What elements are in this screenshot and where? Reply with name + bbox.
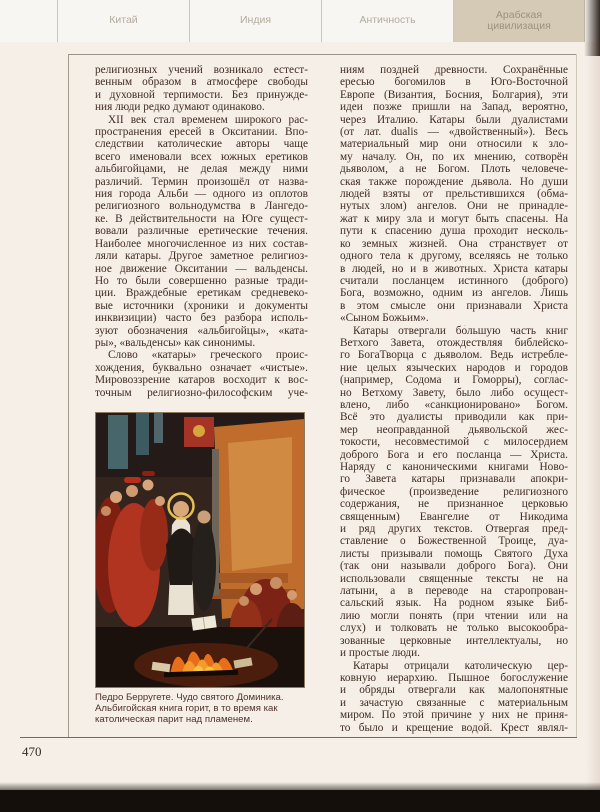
- text-line: Катары отрицали католическую цер-: [353, 659, 568, 672]
- text-line: людей взяты от прельстившихся (обма-: [340, 188, 568, 201]
- text-line: Бога, возможно, одним из ангелов. Лишь: [340, 287, 568, 300]
- scan-shadow-right-edge: [586, 56, 600, 792]
- text-line: различий. Термин произошёл от назва-: [95, 175, 308, 188]
- text-line: использовали священные тексты не на: [340, 572, 568, 585]
- text-line: альбигойцами, не делая между ними: [95, 163, 308, 176]
- scan-black-bottom-bar: [0, 790, 600, 812]
- text-line: ляли катары. Другое заметное религиоз-: [95, 250, 308, 263]
- caption-line: Педро Берругете. Чудо святого Доминика.: [95, 692, 284, 703]
- text-line: ции. Враждебные еретикам средневеко-: [95, 287, 308, 300]
- text-line: листы призывали помощь Святого Духа: [340, 547, 568, 560]
- text-line: священным) Евангелие от Никодима: [340, 510, 568, 523]
- text-line: Наиболее многочисленное из них состав-: [95, 237, 308, 250]
- text-line: Всё это дуалисты приводили как при-: [340, 411, 568, 424]
- frame-rule-top: [68, 54, 576, 55]
- text-line: жат к миру зла и могут быть спасены. На: [340, 212, 568, 225]
- tab-3[interactable]: Античность: [321, 0, 453, 42]
- text-line: в людей, но и в животных. Христа катары: [340, 262, 568, 275]
- text-line: венным образом в атмосфере свободы: [95, 76, 308, 89]
- page-number: 470: [22, 744, 42, 759]
- text-line: мер неоправданной дьявольской жес-: [340, 423, 568, 436]
- text-line: ересью богомилов в Юго-Восточной: [340, 76, 568, 89]
- text-line: Наряду с каноническими книгами Ново-: [340, 461, 568, 473]
- text-line: пути к спасению душа проходит несколь-: [340, 225, 568, 238]
- text-line: ры», «вальденсы» как синонимы.: [95, 336, 256, 349]
- caption-line: Альбигойская книга горит, в то время как: [95, 703, 278, 715]
- caption-line: католическая парит над пламенем.: [95, 714, 253, 726]
- text-line: одного тела к другому, вселяясь не только: [340, 250, 568, 263]
- text-line: пространения ересей в Окситании. Впо-: [95, 126, 308, 139]
- text-line: содержания, не признанное церковью: [340, 498, 568, 511]
- text-column-left: [95, 64, 308, 399]
- text-line: религиозных учений возникало естест-: [95, 64, 308, 76]
- text-line: доброго Бога и его посланца — Христа.: [340, 448, 568, 461]
- scan-shadow-top-right: [584, 0, 600, 56]
- text-line: Европе (Византия, Босния, Болгария), эти: [340, 88, 568, 101]
- text-line: но Ветхому Завету, было либо осущест-: [340, 386, 568, 399]
- text-line: ниям поздней древности. Сохранённые: [340, 64, 568, 76]
- text-line: дьяволом, а не Богом. Плоть человече-: [340, 163, 568, 176]
- text-line: влено, либо «санкционировано» Богом.: [340, 398, 568, 411]
- text-line: нутых злом) ангелов. Они не принадле-: [340, 200, 568, 213]
- text-line: и ряд других текстов. Отвергая пред-: [340, 523, 568, 536]
- text-line: следствии католические авторы чаще: [95, 138, 308, 151]
- text-line: считали посланцем истинного (доброго): [340, 274, 568, 287]
- text-line: зуют обозначения «альбигойцы», «ката-: [95, 324, 308, 337]
- text-line: му началу. Он, по их мнению, сотворён: [340, 150, 568, 163]
- chapter-tabs: [0, 0, 600, 42]
- text-line: ния города Альби — одного из оплотов: [95, 188, 308, 201]
- text-line: сальский язык. На родном языке Биб-: [340, 597, 568, 610]
- text-line: Слово «катары» греческого проис-: [108, 349, 308, 362]
- text-line: «Сыном Божьим».: [340, 312, 429, 325]
- text-line: ное движение Окситании — вальденсы.: [95, 262, 308, 275]
- text-line: ко земных жизней. Она странствует от: [340, 237, 568, 250]
- scan-shadow-bottom: [0, 782, 600, 790]
- text-line: ковную иерархию. Пышное богослужение: [340, 671, 568, 684]
- text-line: религиозного вольнодумства в Лангедо-: [95, 200, 308, 213]
- text-line: Мировоззрение катаров восходит к вос-: [95, 374, 308, 387]
- text-line: Катары отвергали бо́льшую часть книг: [353, 324, 568, 337]
- text-line: Ветхого Завета, отождествляя библейско-: [340, 336, 568, 349]
- figure-caption: [95, 692, 313, 726]
- text-line: латыни, а в переводе на старопрован-: [340, 585, 568, 598]
- frame-rule-bottom: [20, 737, 577, 738]
- text-line: в этом смысле они признавали Христа: [340, 299, 568, 312]
- painting-miracle-of-st-dominic: [95, 412, 305, 688]
- text-line: го Завета катары признавали апокри-: [340, 473, 568, 486]
- frame-rule-right: [576, 54, 577, 737]
- text-line: вовали различные еретические течения.: [95, 225, 308, 238]
- text-line: точным религиозно-философским уче-: [95, 386, 308, 399]
- text-line: токости, несовместимой с милосердием: [340, 436, 568, 449]
- text-line: миром. По этой причине у них не приня-: [340, 709, 568, 722]
- painting-illustration: [96, 413, 304, 687]
- text-line: и простые люди.: [340, 647, 420, 660]
- text-line: ке. В действительности на Юге сущест-: [95, 212, 308, 225]
- tab-1[interactable]: Китай: [57, 0, 189, 42]
- text-line: через Италию. Катары были дуалистами: [340, 113, 568, 126]
- text-line: ние целых языческих народов и городов: [340, 361, 568, 374]
- text-line: XII век стал временем широкого рас-: [108, 113, 308, 126]
- text-line: го БогаТворца с дьяволом. Ведь истребле-: [340, 349, 568, 362]
- text-line: лию могли понять (при чтении или на: [340, 609, 568, 622]
- text-line: зованные церковные интеллектуалы, но: [340, 634, 568, 647]
- text-line: и обряды отвергали как малопонятные: [340, 684, 568, 697]
- text-line: и зачастую связанные с материальным: [340, 696, 568, 709]
- text-line: (например, Содома и Гоморры), соглас-: [340, 374, 568, 387]
- text-line: то было и крещение водой. Крест являл-: [340, 721, 568, 734]
- tab-4[interactable]: Арабская цивилизация: [453, 0, 585, 42]
- text-line: (так они называли доброго Бога). Они: [340, 560, 568, 573]
- text-column-right: [340, 64, 568, 734]
- tab-2[interactable]: Индия: [189, 0, 321, 42]
- text-line: (от лат. dualis — «двойственный»). Весь: [340, 126, 568, 139]
- text-line: вые источники (хроники и документы: [95, 299, 308, 312]
- text-line: материальный мир они относили к зло-: [340, 138, 568, 151]
- text-line: ставление о Божественной Троице, дуа-: [340, 535, 568, 548]
- text-line: инквизиции) часто без разбора исполь-: [95, 312, 308, 325]
- text-line: слух) и толковать не только высокообра-: [340, 622, 568, 635]
- text-line: хождения, буквально означает «чистые».: [95, 361, 308, 374]
- text-line: Но то были совершенно разные тради-: [95, 274, 308, 287]
- text-line: фическое (произведение религиозного: [340, 485, 568, 498]
- text-line: ния люди редко думают одинаково.: [95, 101, 265, 114]
- frame-rule-left: [68, 54, 69, 737]
- text-line: всего именовали всех южных еретиков: [95, 150, 308, 163]
- text-line: и духовной терпимости. Без принужде-: [95, 88, 308, 101]
- text-line: идеи позже пришли на Запад, вероятно,: [340, 101, 568, 114]
- text-line: ская также порождение дьявола. Но души: [340, 175, 568, 188]
